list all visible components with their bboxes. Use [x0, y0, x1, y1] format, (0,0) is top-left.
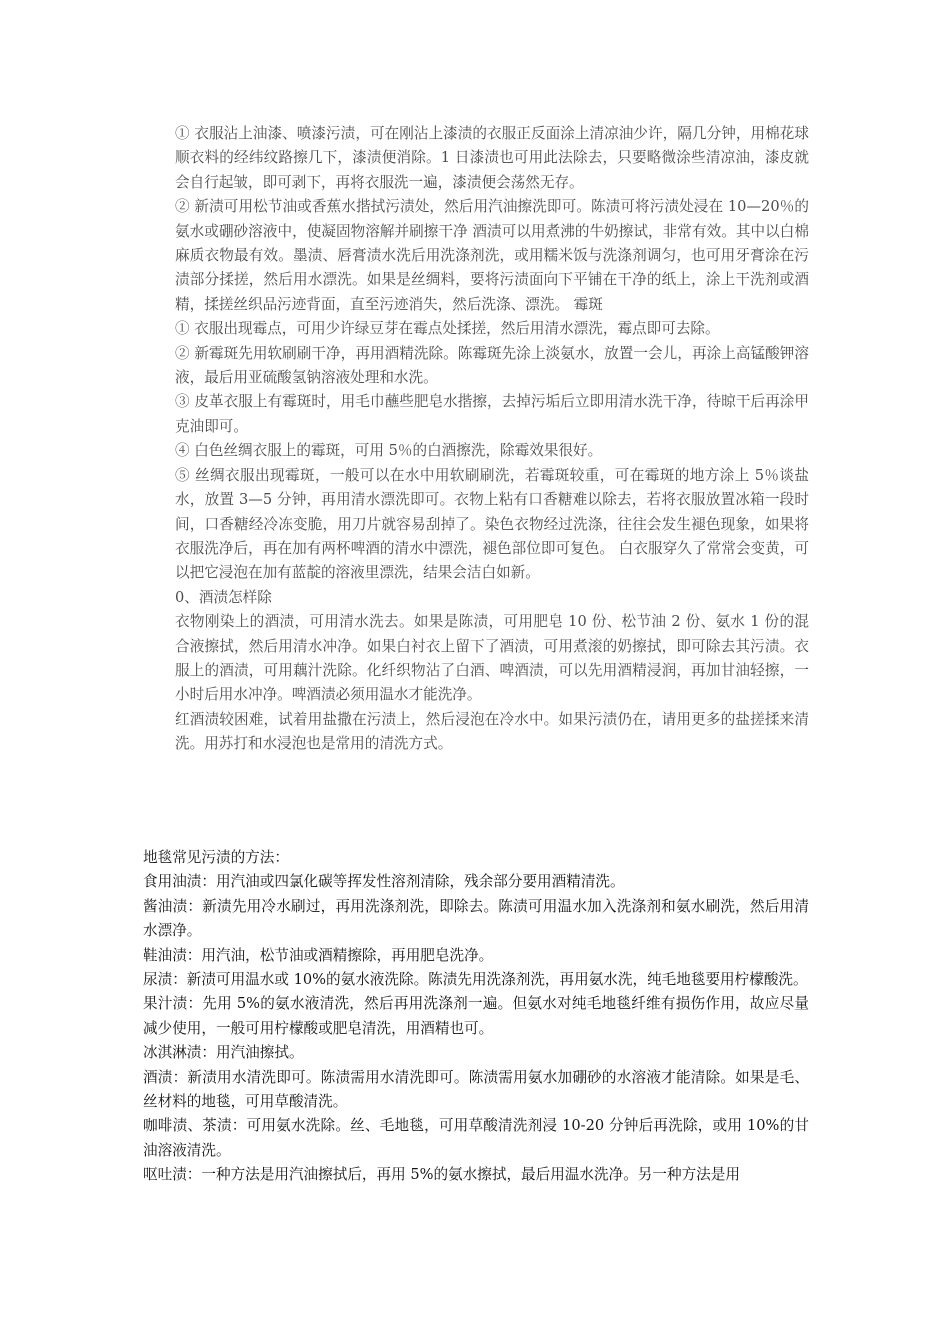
carpet-wine: 酒渍：新渍用水清洗即可。陈渍需用水清洗即可。陈渍需用氨水加硼砂的水溶液才能清除。如果是毛、丝材料的地毯，可用草酸清洗。	[143, 1068, 809, 1111]
carpet-juice: 果汁渍：先用 5%的氨水液清洗，然后再用洗涤剂一遍。但氨水对纯毛地毯纤维有损伤作用，故应尽量减少使用，一般可用柠檬酸或肥皂清洗，用酒精也可。	[143, 995, 809, 1037]
paint-stain-paragraph-1: ① 衣服沾上油漆、喷漆污渍，可在刚沾上漆渍的衣服正反面涂上清凉油少许，隔几分钟，用棉花球顺衣料的经纬纹路擦几下，漆渍便消除。1 日漆渍也可用此法除去，只要略微涂些清凉油，漆皮就会自行起皱，即可剥下，再将衣服洗一遍，漆渍便会荡然无存。	[175, 125, 809, 191]
carpet-shoe-polish: 鞋油渍：用汽油，松节油或酒精擦除，再用肥皂洗净。	[143, 946, 494, 964]
carpet-section-heading: 地毯常见污渍的方法：	[143, 849, 289, 866]
wine-stain-heading: 0、酒渍怎样除	[175, 588, 272, 606]
wine-stain-paragraph-1: 衣物刚染上的酒渍，可用清水洗去。如果是陈渍，可用肥皂 10 份、松节油 2 份、氨水 1 份的混合液擦拭，然后用清水冲净。如果白衬衣上留下了酒渍，可用煮滚的奶擦拭，即可除去其污渍。衣服上的酒渍，可用藕汁洗除。化纤织物沾了白酒、啤酒渍，可以先用酒精浸润，再加甘油轻擦，一小时后用水冲净。啤酒渍必须用温水才能洗净。	[175, 613, 809, 704]
carpet-coffee-tea: 咖啡渍、茶渍：可用氨水洗除。丝、毛地毯，可用草酸清洗剂浸 10-20 分钟后再洗除，或用 10%的甘油溶液清洗。	[143, 1117, 809, 1159]
carpet-urine: 尿渍：新渍可用温水或 10%的氨水液洗除。陈渍先用洗涤剂洗，再用氨水洗，纯毛地毯要用柠檬酸洗。	[143, 971, 808, 989]
paint-stain-paragraph-2: ② 新渍可用松节油或香蕉水揩拭污渍处，然后用汽油擦洗即可。陈渍可将污渍处浸在 10—20％的氨水或硼砂溶液中，使凝固物溶解并刷擦干净 酒渍可以用煮沸的牛奶擦试，非常有效。其中以白棉麻质衣物最有效。墨渍、唇膏渍水洗后用洗涤剂洗，或用糯米饭与洗涤剂调匀，也可用牙膏涂在污渍部分揉搓，然后用水漂洗。如果是丝绸料，要将污渍面向下平铺在干净的纸上，涂上干洗剂或酒精，揉搓丝织品污迹背面，直至污迹消失，然后洗涤、漂洗。 霉斑	[175, 198, 809, 313]
carpet-ice-cream: 冰淇淋渍：用汽油擦拭。	[143, 1044, 304, 1062]
mold-paragraph-3: ③ 皮革衣服上有霉斑时，用毛巾蘸些肥皂水揩擦，去掉污垢后立即用清水洗干净，待晾干后再涂甲克油即可。	[175, 393, 809, 435]
clothing-stain-section	[175, 122, 809, 757]
wine-stain-paragraph-2: 红酒渍较困难，试着用盐撒在污渍上，然后浸泡在冷水中。如果污渍仍在，请用更多的盐搓揉来清洗。用苏打和水浸泡也是常用的清洗方式。	[175, 710, 809, 753]
carpet-soy-sauce: 酱油渍：新渍先用冷水刷过，再用洗涤剂洗，即除去。陈渍可用温水加入洗涤剂和氨水刷洗，然后用清水漂净。	[143, 897, 809, 940]
carpet-cooking-oil: 食用油渍：用汽油或四氯化碳等挥发性溶剂清除，残余部分要用酒精清洗。	[143, 873, 625, 891]
mold-paragraph-2: ② 新霉斑先用软刷刷干净，再用酒精洗除。陈霉斑先涂上淡氨水，放置一会儿，再涂上高锰酸钾溶液，最后用亚硫酸氢钠溶液处理和水洗。	[175, 344, 809, 387]
mold-paragraph-4: ④ 白色丝绸衣服上的霉斑，可用 5％的白酒擦洗，除霉效果很好。	[175, 442, 603, 460]
carpet-vomit: 呕吐渍：一种方法是用汽油擦拭后，再用 5%的氨水擦拭，最后用温水洗净。另一种方法是用	[143, 1166, 740, 1184]
carpet-stain-section	[143, 846, 809, 1188]
mold-paragraph-5: ⑤ 丝绸衣服出现霉斑，一般可以在水中用软刷刷洗，若霉斑较重，可在霉斑的地方涂上 5％谈盐水，放置 3—5 分钟，再用清水漂洗即可。衣物上粘有口香糖难以除去，若将衣服放置冰箱一段时间，口香糖经冷冻变脆，用刀片就容易刮掉了。染色衣物经过洗涤，往往会发生褪色现象，如果将衣服洗净后，再在加有两杯啤酒的清水中漂洗，褪色部位即可复色。 白衣服穿久了常常会变黄，可以把它浸泡在加有蓝靛的溶液里漂洗，结果会洁白如新。	[175, 466, 809, 582]
mold-paragraph-1: ① 衣服出现霉点，可用少许绿豆芽在霉点处揉搓，然后用清水漂洗，霉点即可去除。	[175, 320, 720, 338]
